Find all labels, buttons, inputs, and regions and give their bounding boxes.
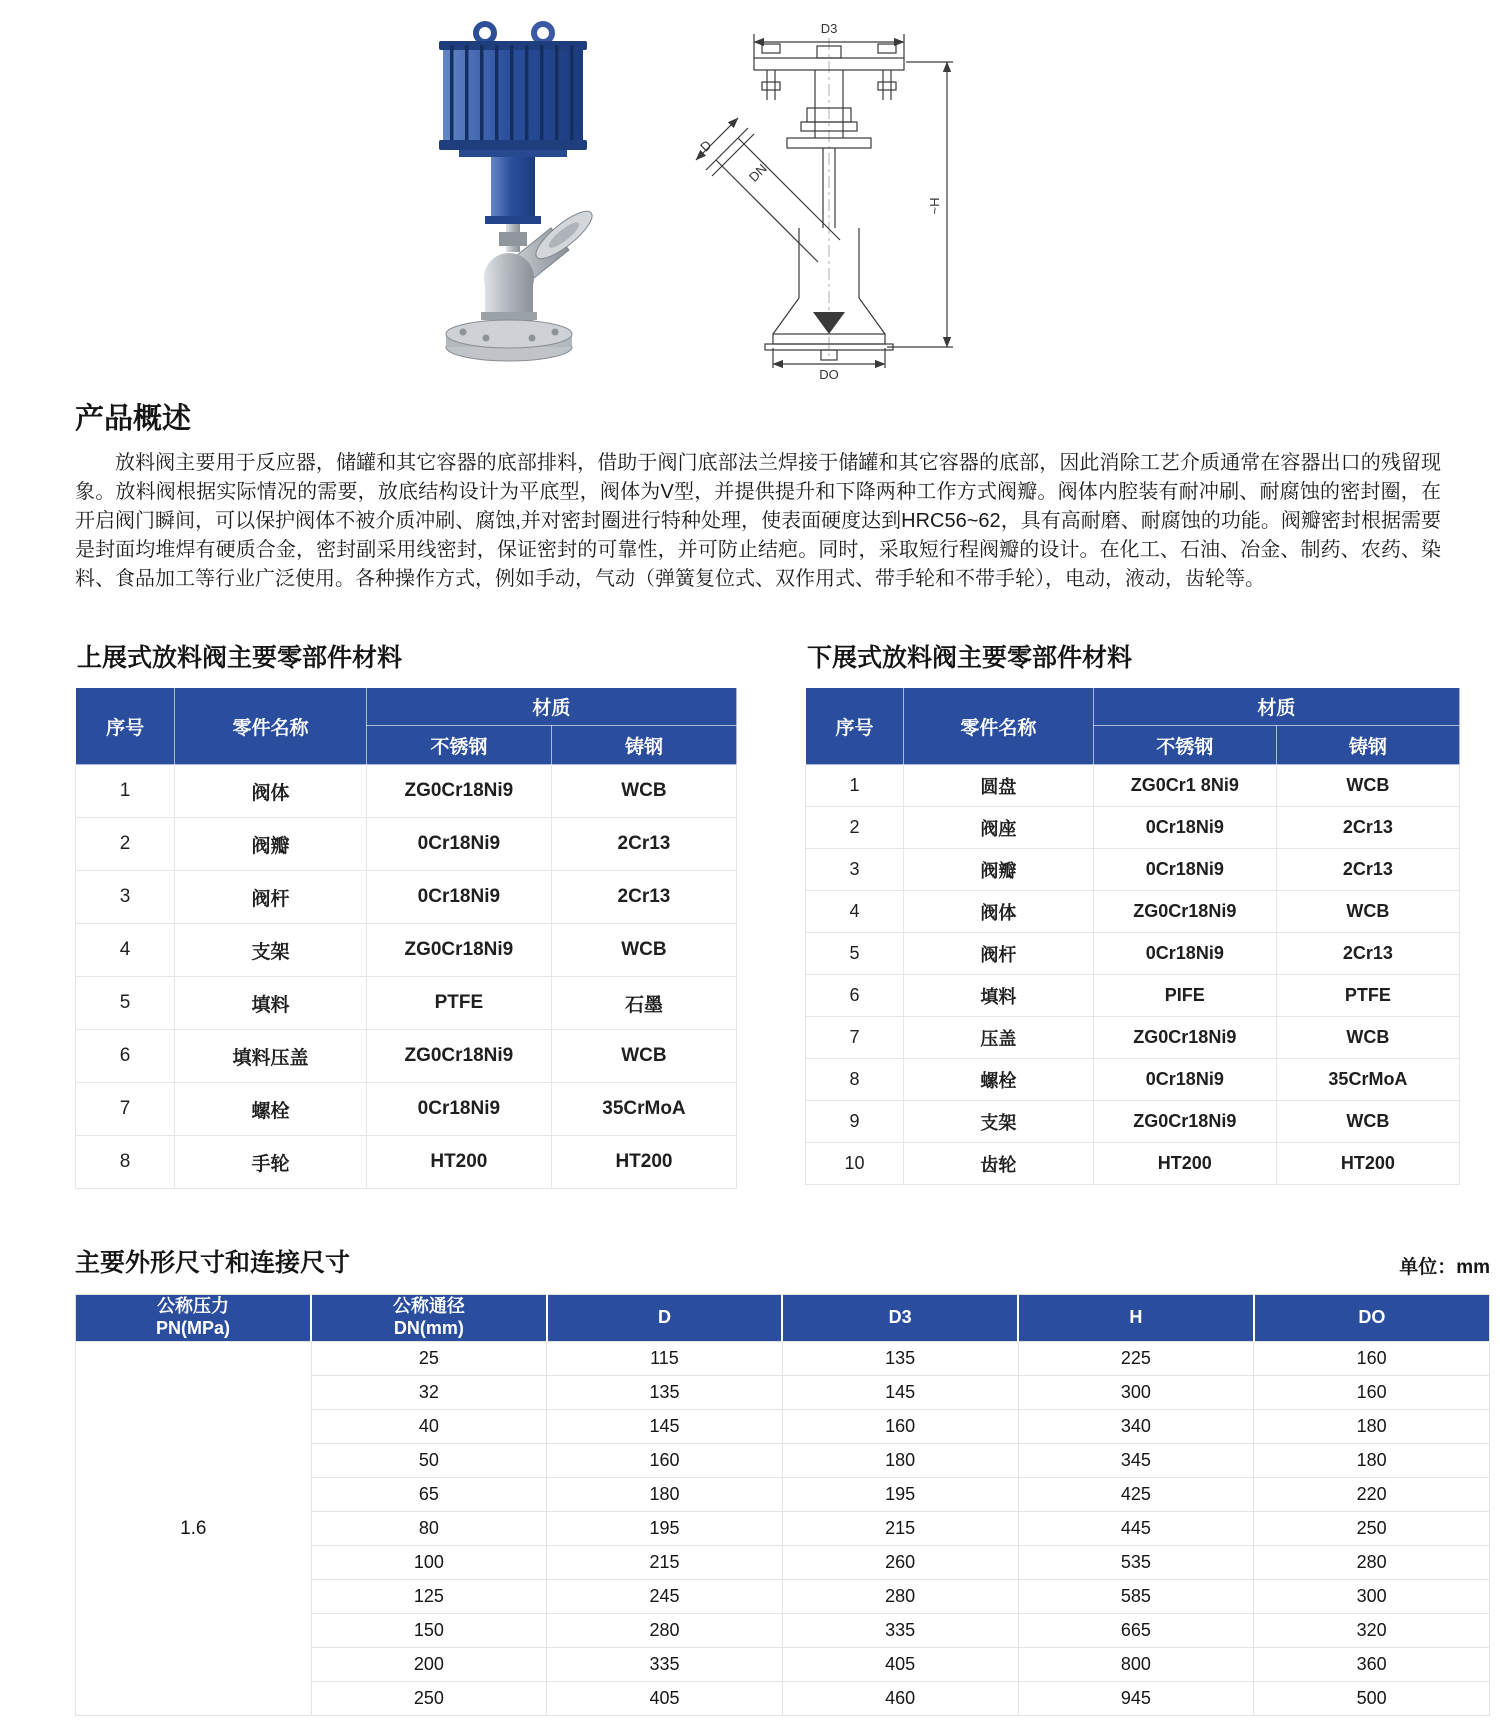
cell-stainless: 0Cr18Ni9 (366, 818, 551, 871)
cell-part: 支架 (904, 1101, 1094, 1143)
dim-cell: 160 (547, 1444, 783, 1478)
dim-cell: 250 (311, 1682, 547, 1716)
col-header-pn-line1: 公称压力 (157, 1296, 230, 1317)
dim-cell: 65 (311, 1478, 547, 1512)
cell-part: 填料 (175, 977, 367, 1030)
dim-cell: 200 (311, 1648, 547, 1682)
cell-index: 3 (806, 849, 904, 891)
dim-cell: 25 (311, 1342, 547, 1376)
dim-cell: 280 (1254, 1546, 1490, 1580)
valve-photo (401, 16, 623, 384)
dim-cell: 225 (1018, 1342, 1254, 1376)
dim-cell: 180 (547, 1478, 783, 1512)
material-row (76, 871, 737, 924)
cell-part: 阀瓣 (904, 849, 1094, 891)
cell-index: 6 (806, 975, 904, 1017)
cell-cast: 35CrMoA (551, 1083, 736, 1136)
header-row (76, 688, 737, 726)
dim-label-d: D (697, 137, 715, 155)
dim-cell: 80 (311, 1512, 547, 1546)
cell-index: 3 (76, 871, 175, 924)
dim-cell: 335 (782, 1614, 1018, 1648)
cell-stainless: 0Cr18Ni9 (366, 871, 551, 924)
dim-cell: 100 (311, 1546, 547, 1580)
material-row (806, 849, 1460, 891)
cell-index: 8 (76, 1136, 175, 1189)
upper-materials-table (75, 687, 737, 1189)
cell-cast: 2Cr13 (1276, 807, 1459, 849)
material-row (806, 1101, 1460, 1143)
valve-dimension-drawing (669, 16, 979, 384)
dim-cell: 405 (782, 1648, 1018, 1682)
dim-cell: 335 (547, 1648, 783, 1682)
lower-table-title: 下展式放料阀主要零部件材料 (807, 644, 1133, 672)
dim-cell: 300 (1018, 1376, 1254, 1410)
col-header-dn-line1: 公称通径 (392, 1296, 465, 1317)
dim-cell: 125 (311, 1580, 547, 1614)
dim-cell: 405 (547, 1682, 783, 1716)
cell-index: 10 (806, 1143, 904, 1185)
cell-part: 压盖 (904, 1017, 1094, 1059)
dim-cell: 800 (1018, 1648, 1254, 1682)
dim-cell: 260 (782, 1546, 1018, 1580)
cell-cast: 35CrMoA (1276, 1059, 1459, 1101)
cell-index: 4 (806, 891, 904, 933)
cell-part: 圆盘 (904, 765, 1094, 807)
cell-cast: WCB (551, 765, 736, 818)
cell-cast: WCB (1276, 1101, 1459, 1143)
col-header-stainless: 不锈钢 (366, 726, 551, 765)
cell-cast: HT200 (551, 1136, 736, 1189)
dimension-row (76, 1342, 1490, 1376)
material-row (76, 1083, 737, 1136)
material-row (806, 1059, 1460, 1101)
material-row (76, 1030, 737, 1083)
cell-part: 螺栓 (904, 1059, 1094, 1101)
cell-part: 阀杆 (175, 871, 367, 924)
cell-index: 5 (806, 933, 904, 975)
dim-cell: 180 (1254, 1410, 1490, 1444)
dim-cell: 280 (782, 1580, 1018, 1614)
dim-cell: 585 (1018, 1580, 1254, 1614)
dim-cell: 32 (311, 1376, 547, 1410)
valve-body-steel (446, 204, 598, 361)
cell-index: 1 (806, 765, 904, 807)
cell-stainless: ZG0Cr18Ni9 (366, 765, 551, 818)
col-header-pn (76, 1295, 312, 1342)
material-row (806, 933, 1460, 975)
cell-stainless: ZG0Cr18Ni9 (1093, 1017, 1276, 1059)
col-header-d: D (547, 1295, 783, 1342)
cell-stainless: HT200 (366, 1136, 551, 1189)
cell-stainless: 0Cr18Ni9 (1093, 849, 1276, 891)
cell-stainless: 0Cr18Ni9 (1093, 807, 1276, 849)
dim-cell: 345 (1018, 1444, 1254, 1478)
cell-index: 7 (76, 1083, 175, 1136)
col-header-material: 材质 (366, 688, 736, 726)
cell-part: 阀座 (904, 807, 1094, 849)
cell-part: 齿轮 (904, 1143, 1094, 1185)
cell-cast: PTFE (1276, 975, 1459, 1017)
material-row (806, 1143, 1460, 1185)
cell-stainless: 0Cr18Ni9 (366, 1083, 551, 1136)
dim-cell: 135 (547, 1376, 783, 1410)
cell-index: 8 (806, 1059, 904, 1101)
dim-cell: 150 (311, 1614, 547, 1648)
dim-cell: 40 (311, 1410, 547, 1444)
material-row (806, 765, 1460, 807)
cell-index: 5 (76, 977, 175, 1030)
col-header-dn-line2: DN(mm) (393, 1318, 464, 1338)
material-row (806, 975, 1460, 1017)
dim-cell: 135 (782, 1342, 1018, 1376)
cell-cast: WCB (1276, 891, 1459, 933)
dim-cell: 280 (547, 1614, 783, 1648)
col-header-index: 序号 (806, 688, 904, 765)
upper-valve-materials-section (75, 638, 737, 1189)
cell-cast: WCB (1276, 765, 1459, 807)
dim-cell: 220 (1254, 1478, 1490, 1512)
drawing-lines (696, 34, 953, 368)
lower-valve-materials-section (805, 638, 1460, 1189)
cell-stainless: PIFE (1093, 975, 1276, 1017)
cell-stainless: ZG0Cr18Ni9 (366, 924, 551, 977)
dim-cell: 445 (1018, 1512, 1254, 1546)
material-row (806, 891, 1460, 933)
cell-index: 9 (806, 1101, 904, 1143)
figures-row (15, 16, 1365, 388)
col-header-index: 序号 (76, 688, 175, 765)
col-header-dn (311, 1295, 547, 1342)
dim-cell: 360 (1254, 1648, 1490, 1682)
dim-label-dn: DN (745, 160, 770, 185)
dim-cell: 195 (782, 1478, 1018, 1512)
cell-part: 阀体 (904, 891, 1094, 933)
overview-title: 产品概述 (75, 403, 192, 435)
dim-cell: 115 (547, 1342, 783, 1376)
dim-cell: 665 (1018, 1614, 1254, 1648)
dim-cell: 160 (782, 1410, 1018, 1444)
dim-cell: 160 (1254, 1342, 1490, 1376)
unit-label: 单位：mm (1399, 1257, 1490, 1278)
col-header-d3: D3 (782, 1295, 1018, 1342)
material-row (76, 818, 737, 871)
cell-stainless: ZG0Cr18Ni9 (1093, 891, 1276, 933)
dim-cell: 180 (1254, 1444, 1490, 1478)
cell-stainless: ZG0Cr18Ni9 (366, 1030, 551, 1083)
cell-stainless: PTFE (366, 977, 551, 1030)
dim-cell: 160 (1254, 1376, 1490, 1410)
cell-stainless: 0Cr18Ni9 (1093, 1059, 1276, 1101)
pn-value-cell: 1.6 (76, 1342, 312, 1716)
cell-stainless: ZG0Cr1 8Ni9 (1093, 765, 1276, 807)
cell-part: 阀杆 (904, 933, 1094, 975)
dimensions-title: 主要外形尺寸和连接尺寸 (75, 1249, 351, 1277)
cell-part: 填料压盖 (175, 1030, 367, 1083)
col-header-part: 零件名称 (904, 688, 1094, 765)
cell-index: 2 (76, 818, 175, 871)
dim-cell: 145 (547, 1410, 783, 1444)
cell-stainless: HT200 (1093, 1143, 1276, 1185)
cell-part: 手轮 (175, 1136, 367, 1189)
material-row (806, 1017, 1460, 1059)
cell-cast: 石墨 (551, 977, 736, 1030)
col-header-cast: 铸钢 (1276, 726, 1459, 765)
actuator-cylinder (439, 41, 587, 224)
dim-cell: 145 (782, 1376, 1018, 1410)
material-row (76, 924, 737, 977)
cell-index: 7 (806, 1017, 904, 1059)
overview-body: 放料阀主要用于反应器，储罐和其它容器的底部排料，借助于阀门底部法兰焊接于储罐和其它容器的底部，因此消除工艺介质通常在容器出口的残留现象。放料阀根据实际情况的需要，放底结构设计为平底型，阀体为V型，并提供提升和下降两种工作方式阀瓣。阀体内腔装有耐冲刷、耐腐蚀的密封圈，在开启阀门瞬间，可以保护阀体不被介质冲刷、腐蚀,并对密封圈进行特种处理，使表面硬度达到HRC56~62，具有高耐磨、耐腐蚀的功能。阀瓣密封根据需要是封面均堆焊有硬质合金，密封副采用线密封，保证密封的可靠性，并可防止结疤。同时，采取短行程阀瓣的设计。在化工、石油、冶金、制药、农药、染料、食品加工等行业广泛使用。各种操作方式，例如手动，气动（弹簧复位式、双作用式、带手轮和不带手轮），电动，液动，齿轮等。 (75, 452, 1441, 590)
col-header-material: 材质 (1093, 688, 1459, 726)
cell-cast: WCB (1276, 1017, 1459, 1059)
dim-cell: 535 (1018, 1546, 1254, 1580)
cell-part: 螺栓 (175, 1083, 367, 1136)
dim-cell: 425 (1018, 1478, 1254, 1512)
header-row (806, 688, 1460, 726)
cell-stainless: ZG0Cr18Ni9 (1093, 1101, 1276, 1143)
col-header-cast: 铸钢 (551, 726, 736, 765)
cell-cast: WCB (551, 924, 736, 977)
cell-part: 阀体 (175, 765, 367, 818)
drawing-labels (697, 21, 942, 382)
material-row (76, 977, 737, 1030)
dim-cell: 340 (1018, 1410, 1254, 1444)
col-header-stainless: 不锈钢 (1093, 726, 1276, 765)
col-header-part: 零件名称 (175, 688, 367, 765)
dim-cell: 180 (782, 1444, 1018, 1478)
dim-cell: 245 (547, 1580, 783, 1614)
dim-cell: 945 (1018, 1682, 1254, 1716)
cell-cast: 2Cr13 (551, 871, 736, 924)
col-header-do: DO (1254, 1295, 1490, 1342)
material-row (76, 765, 737, 818)
cell-cast: 2Cr13 (1276, 933, 1459, 975)
col-header-h: H (1018, 1295, 1254, 1342)
cell-part: 填料 (904, 975, 1094, 1017)
dimensions-heading-row (75, 1243, 1490, 1279)
dim-cell: 250 (1254, 1512, 1490, 1546)
dim-cell: 460 (782, 1682, 1018, 1716)
dim-label-h: ~H (927, 197, 942, 215)
cell-index: 6 (76, 1030, 175, 1083)
dimensions-table (75, 1294, 1490, 1716)
cell-cast: 2Cr13 (1276, 849, 1459, 891)
dim-cell: 500 (1254, 1682, 1490, 1716)
dim-cell: 50 (311, 1444, 547, 1478)
dim-label-do: DO (819, 367, 839, 382)
cell-cast: HT200 (1276, 1143, 1459, 1185)
header-row (76, 1295, 1490, 1342)
cell-part: 阀瓣 (175, 818, 367, 871)
dim-cell: 320 (1254, 1614, 1490, 1648)
cell-stainless: 0Cr18Ni9 (1093, 933, 1276, 975)
dim-label-d3: D3 (820, 21, 838, 36)
upper-table-title: 上展式放料阀主要零部件材料 (77, 644, 403, 672)
cell-index: 2 (806, 807, 904, 849)
cell-part: 支架 (175, 924, 367, 977)
dim-cell: 215 (547, 1546, 783, 1580)
material-tables-row (75, 638, 1500, 1189)
col-header-pn-line2: PN(MPa) (156, 1318, 231, 1338)
lifting-eye-icon (476, 24, 552, 42)
cell-cast: 2Cr13 (551, 818, 736, 871)
cell-cast: WCB (551, 1030, 736, 1083)
cell-index: 4 (76, 924, 175, 977)
dim-cell: 300 (1254, 1580, 1490, 1614)
material-row (76, 1136, 737, 1189)
dim-cell: 195 (547, 1512, 783, 1546)
lower-materials-table (805, 687, 1460, 1185)
dim-cell: 215 (782, 1512, 1018, 1546)
material-row (806, 807, 1460, 849)
cell-index: 1 (76, 765, 175, 818)
